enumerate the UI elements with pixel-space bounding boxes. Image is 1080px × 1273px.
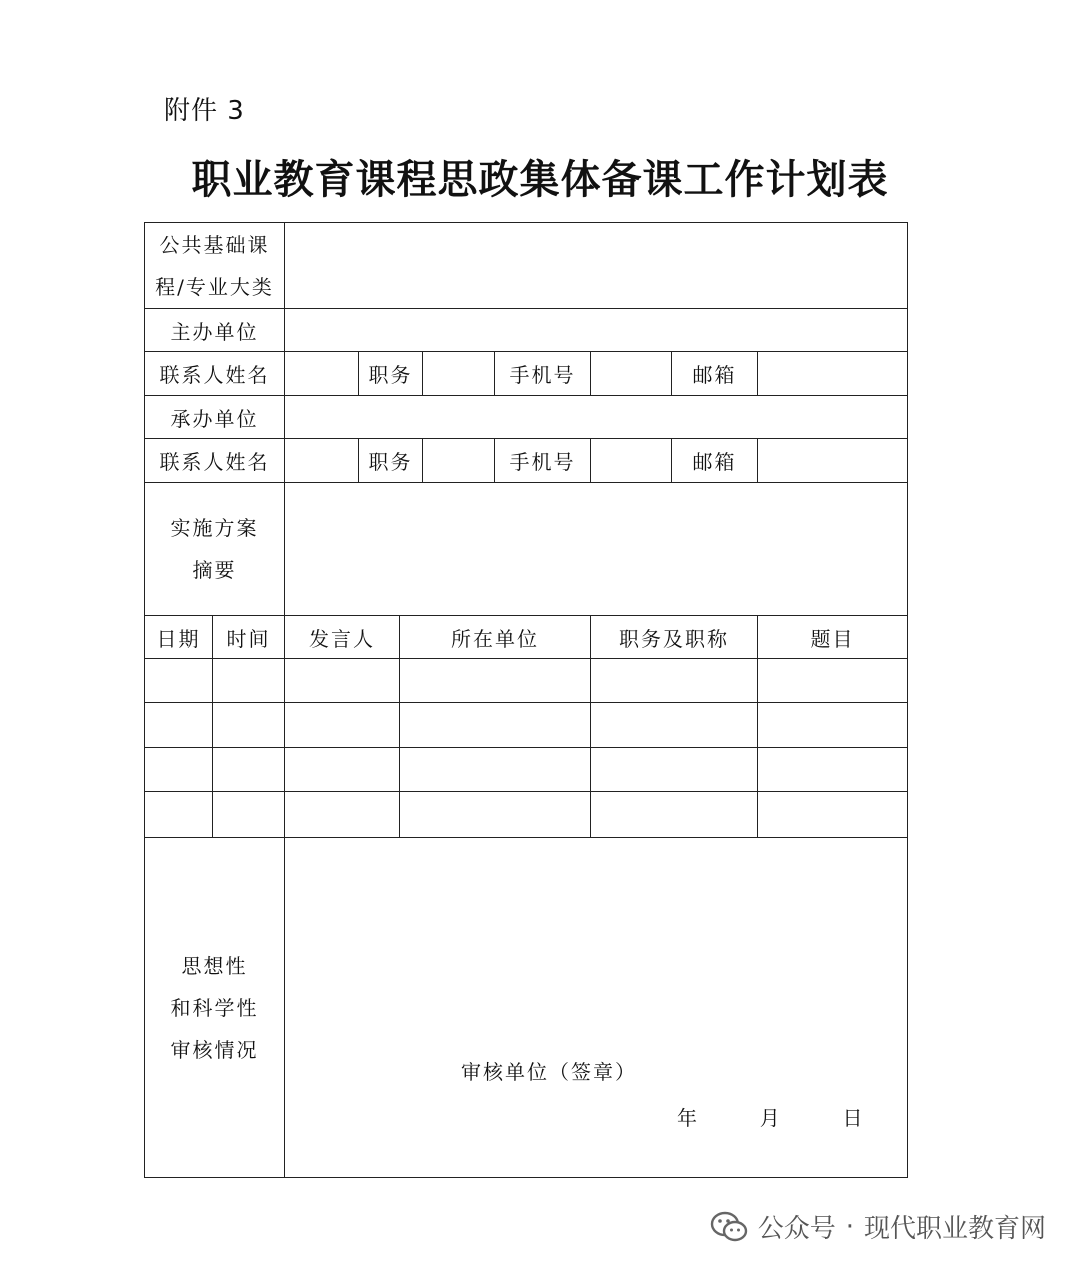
review-label-line2: 和科学性 <box>170 995 259 1020</box>
schedule-row <box>145 659 908 703</box>
plan-form-table <box>144 222 908 1178</box>
host-contact-name-value[interactable] <box>285 352 359 396</box>
course-row <box>145 223 908 309</box>
organizer-contact-name-label: 联系人姓名 <box>145 439 285 483</box>
footer-prefix: 公众号 <box>757 1214 836 1244</box>
footer-account-name: 现代职业教育网 <box>863 1214 1046 1244</box>
watermark-footer <box>710 1208 1046 1245</box>
plan-summary-label-cell <box>145 483 285 616</box>
schedule-cell-position-title[interactable] <box>591 748 758 792</box>
review-date-line <box>677 1102 864 1131</box>
date-day-label: 日 <box>842 1106 865 1130</box>
schedule-row <box>145 703 908 748</box>
plan-summary-line2: 摘要 <box>192 558 237 582</box>
schedule-cell-position-title[interactable] <box>591 703 758 748</box>
review-row <box>145 838 908 1178</box>
plan-summary-row <box>145 483 908 616</box>
host-contact-row <box>145 352 908 396</box>
host-email-label: 邮箱 <box>672 352 758 396</box>
organizer-unit-value-cell[interactable] <box>285 396 908 439</box>
course-label-line1: 公共基础课 <box>159 232 270 257</box>
schedule-cell-date[interactable] <box>145 703 213 748</box>
wechat-icon <box>710 1210 748 1244</box>
review-label-line1: 思想性 <box>181 953 248 978</box>
schedule-cell-time[interactable] <box>213 748 285 792</box>
footer-separator: · <box>845 1211 854 1242</box>
review-label-cell <box>145 838 285 1178</box>
schedule-cell-time[interactable] <box>213 792 285 838</box>
schedule-header-speaker: 发言人 <box>285 616 400 659</box>
schedule-cell-time[interactable] <box>213 659 285 703</box>
organizer-position-label: 职务 <box>359 439 423 483</box>
course-value-cell[interactable] <box>285 223 908 309</box>
schedule-cell-date[interactable] <box>145 792 213 838</box>
schedule-header-unit: 所在单位 <box>400 616 591 659</box>
schedule-cell-time[interactable] <box>213 703 285 748</box>
schedule-cell-position-title[interactable] <box>591 792 758 838</box>
review-label-line3: 审核情况 <box>170 1037 259 1062</box>
host-contact-name-label: 联系人姓名 <box>145 352 285 396</box>
host-position-label: 职务 <box>359 352 423 396</box>
schedule-row <box>145 748 908 792</box>
page-title: 职业教育课程思政集体备课工作计划表 <box>191 156 889 203</box>
host-position-value[interactable] <box>423 352 495 396</box>
plan-summary-value-cell[interactable] <box>285 483 908 616</box>
schedule-cell-topic[interactable] <box>758 703 908 748</box>
schedule-cell-speaker[interactable] <box>285 792 400 838</box>
host-phone-value[interactable] <box>591 352 672 396</box>
plan-summary-line1: 实施方案 <box>170 516 259 540</box>
organizer-contact-row <box>145 439 908 483</box>
schedule-cell-speaker[interactable] <box>285 659 400 703</box>
schedule-cell-speaker[interactable] <box>285 748 400 792</box>
organizer-phone-label: 手机号 <box>495 439 591 483</box>
organizer-email-label: 邮箱 <box>672 439 758 483</box>
schedule-cell-speaker[interactable] <box>285 703 400 748</box>
schedule-cell-topic[interactable] <box>758 792 908 838</box>
organizer-position-value[interactable] <box>423 439 495 483</box>
schedule-header-date: 日期 <box>145 616 213 659</box>
schedule-cell-unit[interactable] <box>400 659 591 703</box>
host-unit-value-cell[interactable] <box>285 309 908 352</box>
host-unit-label: 主办单位 <box>145 309 285 352</box>
organizer-phone-value[interactable] <box>591 439 672 483</box>
schedule-header-time: 时间 <box>213 616 285 659</box>
schedule-header-position-title: 职务及职称 <box>591 616 758 659</box>
course-label-cell <box>145 223 285 309</box>
schedule-cell-topic[interactable] <box>758 748 908 792</box>
host-email-value[interactable] <box>758 352 908 396</box>
schedule-cell-position-title[interactable] <box>591 659 758 703</box>
review-unit-stamp-text: 审核单位（签章） <box>461 1060 637 1084</box>
schedule-header-row <box>145 616 908 659</box>
host-unit-row <box>145 309 908 352</box>
schedule-row <box>145 792 908 838</box>
organizer-contact-name-value[interactable] <box>285 439 359 483</box>
schedule-cell-date[interactable] <box>145 748 213 792</box>
date-month-label: 月 <box>759 1106 782 1130</box>
organizer-unit-row <box>145 396 908 439</box>
schedule-cell-unit[interactable] <box>400 792 591 838</box>
schedule-cell-unit[interactable] <box>400 748 591 792</box>
date-year-label: 年 <box>677 1106 699 1130</box>
schedule-cell-topic[interactable] <box>758 659 908 703</box>
schedule-cell-unit[interactable] <box>400 703 591 748</box>
attachment-label: 附件 3 <box>164 96 245 126</box>
review-value-cell[interactable] <box>285 838 908 1178</box>
organizer-unit-label: 承办单位 <box>145 396 285 439</box>
schedule-cell-date[interactable] <box>145 659 213 703</box>
course-label-line2: 程/专业大类 <box>155 274 274 299</box>
organizer-email-value[interactable] <box>758 439 908 483</box>
schedule-header-topic: 题目 <box>758 616 908 659</box>
host-phone-label: 手机号 <box>495 352 591 396</box>
